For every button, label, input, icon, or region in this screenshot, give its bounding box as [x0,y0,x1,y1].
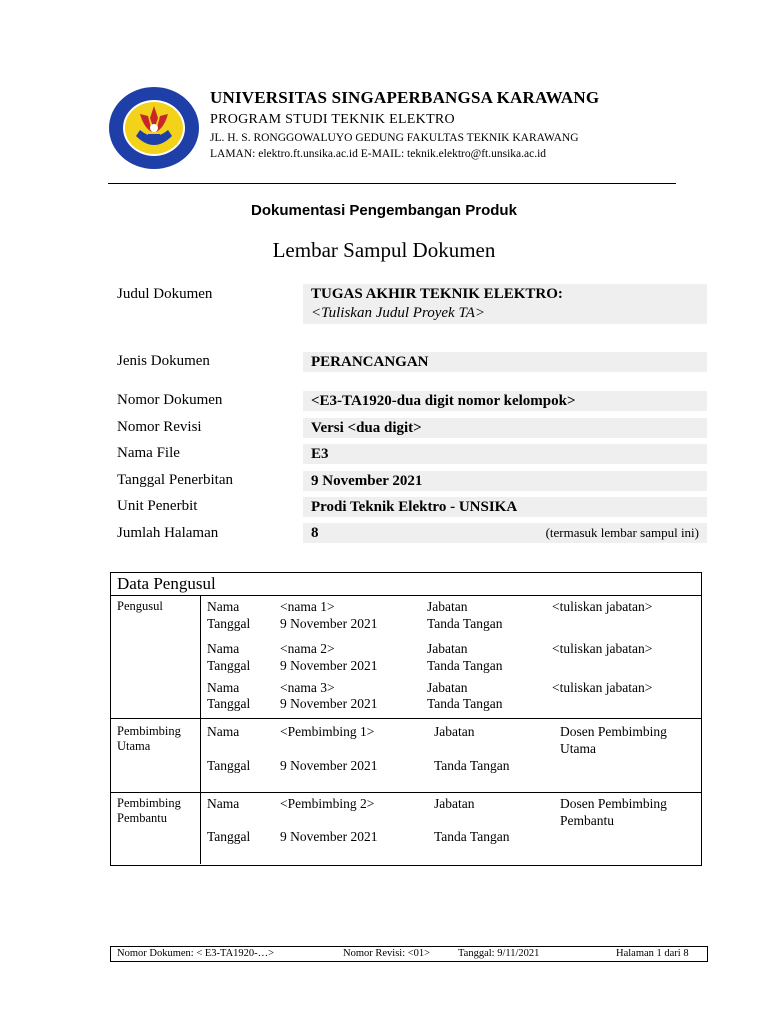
pembimbing2-position-2: Pembantu [560,813,614,828]
section-label-pembimbing-utama: Pembimbing [117,724,181,738]
member-date: 9 November 2021 [280,696,378,711]
header-rule [108,183,676,184]
pembimbing1-name: <Pembimbing 1> [280,724,375,739]
halaman-number: 8 [311,525,319,541]
tanggal-label: Tanggal [207,696,251,711]
jenis-label: Jenis Dokumen [117,353,210,369]
judul-main: TUGAS AKHIR TEKNIK ELEKTRO: [311,286,563,302]
signature-label: Tanda Tangan [427,696,503,711]
tanggal-label: Tanggal Penerbitan [117,472,233,488]
pembimbing2-name: <Pembimbing 2> [280,796,375,811]
nomor-value: <E3-TA1920-dua digit nomor kelompok> [303,391,707,411]
revisi-label: Nomor Revisi [117,419,202,435]
jenis-value: PERANCANGAN [303,352,707,372]
member-date: 9 November 2021 [280,658,378,673]
signature-label: Tanda Tangan [434,829,510,844]
cover-title: Lembar Sampul Dokumen [272,238,496,262]
pembimbing2-date: 9 November 2021 [280,829,378,844]
jabatan-label: Jabatan [427,641,468,656]
member-position: <tuliskan jabatan> [552,680,653,695]
jabatan-label: Jabatan [427,599,468,614]
file-label: Nama File [117,445,180,461]
program-name: PROGRAM STUDI TEKNIK ELEKTRO [210,112,455,127]
member-position: <tuliskan jabatan> [552,641,653,656]
member-name: <nama 1> [280,599,335,614]
tanggal-label: Tanggal [207,829,251,844]
tanggal-label: Tanggal [207,616,251,631]
doc-title: Dokumentasi Pengembangan Produk [251,202,517,219]
pembimbing2-position: Dosen Pembimbing [560,796,667,811]
signature-label: Tanda Tangan [427,616,503,631]
university-logo [108,86,200,170]
signature-label: Tanda Tangan [427,658,503,673]
web-email: LAMAN: elektro.ft.unsika.ac.id E-MAIL: teknik.elektro@ft.unsika.ac.id [210,148,547,160]
pembimbing1-date: 9 November 2021 [280,758,378,773]
nama-label: Nama [207,641,240,656]
halaman-label: Jumlah Halaman [117,525,219,541]
section-label-pengusul: Pengusul [117,599,163,613]
member-name: <nama 2> [280,641,335,656]
section-label-pembimbing-pembantu-2: Pembantu [117,811,167,825]
unit-value: Prodi Teknik Elektro - UNSIKA [303,497,707,517]
section-label-pembimbing-utama-2: Utama [117,739,151,753]
halaman-value [303,523,707,543]
section-label-pembimbing-pembantu: Pembimbing [117,796,181,810]
tanggal-value: 9 November 2021 [303,471,707,491]
row-divider-2 [110,792,702,793]
unit-label: Unit Penerbit [117,498,198,514]
pembimbing1-position-2: Utama [560,741,596,756]
revisi-value: Versi <dua digit> [303,418,707,438]
pembimbing1-position: Dosen Pembimbing [560,724,667,739]
file-value: E3 [303,444,707,464]
jabatan-label: Jabatan [427,680,468,695]
jabatan-label: Jabatan [434,796,475,811]
footer-revisi: Nomor Revisi: <01> [343,948,431,959]
nomor-label: Nomor Dokumen [117,392,223,408]
judul-sub: <Tuliskan Judul Proyek TA> [311,305,485,321]
nama-label: Nama [207,796,240,811]
signature-label: Tanda Tangan [434,758,510,773]
address: JL. H. S. RONGGOWALUYO GEDUNG FAKULTAS TEKNIK KARAWANG [210,132,579,144]
member-date: 9 November 2021 [280,616,378,631]
judul-value [303,284,707,324]
column-divider [200,596,201,864]
footer-tanggal: Tanggal: 9/11/2021 [458,948,540,959]
tanggal-label: Tanggal [207,658,251,673]
nama-label: Nama [207,724,240,739]
tanggal-label: Tanggal [207,758,251,773]
pengusul-title: Data Pengusul [117,574,216,593]
university-name: UNIVERSITAS SINGAPERBANGSA KARAWANG [210,88,600,107]
member-position: <tuliskan jabatan> [552,599,653,614]
judul-label: Judul Dokumen [117,286,213,302]
nama-label: Nama [207,680,240,695]
jabatan-label: Jabatan [434,724,475,739]
row-divider-1 [110,718,702,719]
halaman-note: (termasuk lembar sampul ini) [545,525,699,540]
footer-halaman: Halaman 1 dari 8 [616,948,689,959]
nama-label: Nama [207,599,240,614]
footer-nomor: Nomor Dokumen: < E3-TA1920-…> [117,948,275,959]
member-name: <nama 3> [280,680,335,695]
